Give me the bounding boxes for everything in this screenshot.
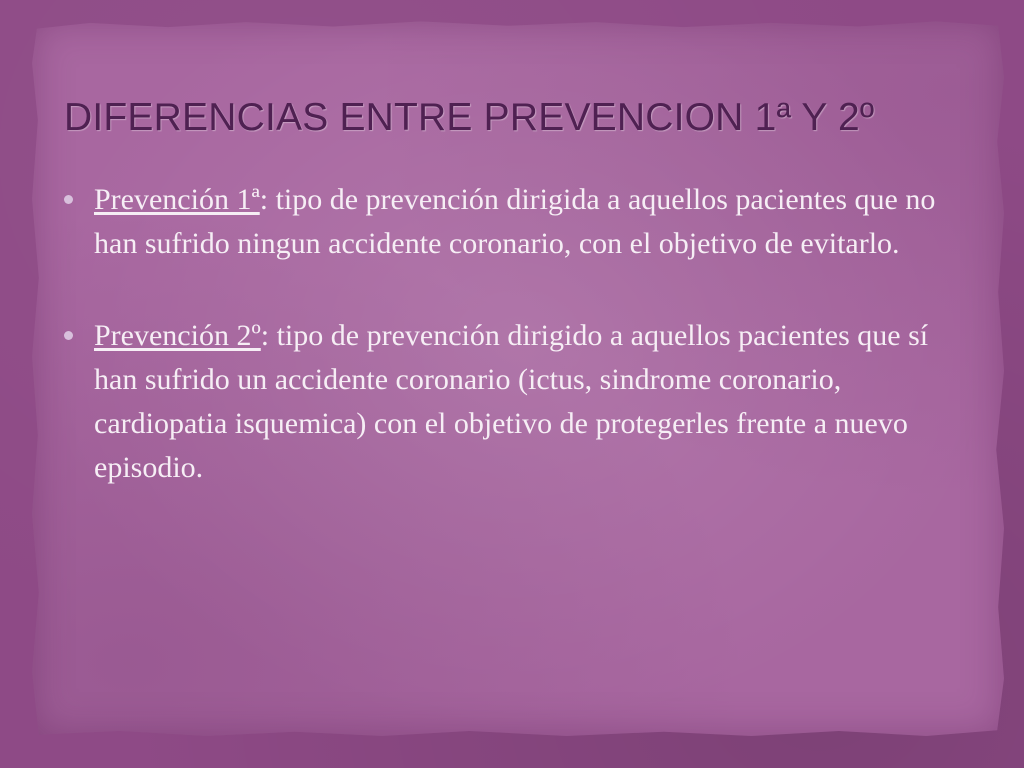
bullet-list: [64, 178, 964, 490]
bullet-text: : tipo de prevención dirigido a aquellos pacientes que sí han sufrido un accidente coronario (ictus, sindrome coronario, cardiopatia isquemica) con el objetivo de protegerles frente a nuevo episodio.: [94, 319, 929, 484]
bullet-dot-icon: [64, 195, 73, 204]
bullet-item-prevencion-primaria: [64, 178, 964, 266]
bullet-dot-icon: [64, 331, 73, 340]
bullet-text: : tipo de prevención dirigida a aquellos pacientes que no han sufrido ningun accidente coronario, con el objetivo de evitarlo.: [94, 183, 936, 260]
bullet-term: Prevención 1ª: [94, 183, 260, 216]
bullet-term: Prevención 2º: [94, 319, 261, 352]
bullet-item-prevencion-secundaria: [64, 314, 964, 490]
slide-title: DIFERENCIAS ENTRE PREVENCION 1ª Y 2º: [64, 96, 875, 139]
